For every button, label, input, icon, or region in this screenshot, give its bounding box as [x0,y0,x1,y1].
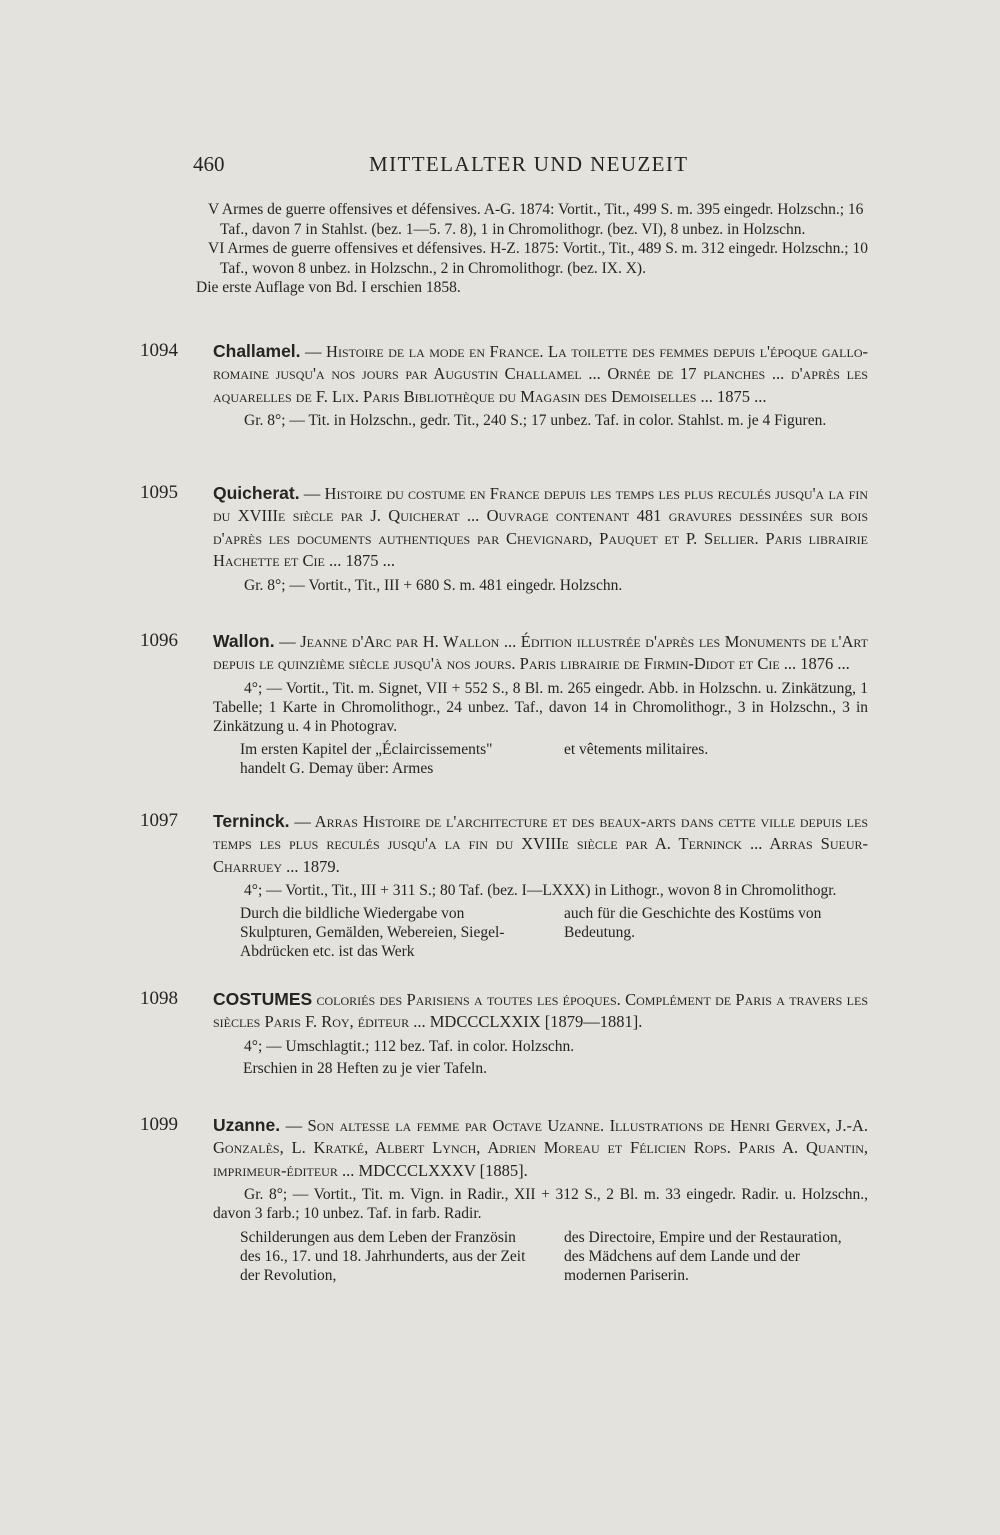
entry-description [213,411,868,430]
note-column-right: et vêtements militaires. [564,741,709,759]
entry-description [213,1185,868,1223]
note-column-right: des Directoire, Empire und der Restauration, des Mädchens auf dem Lande und der modernen Pariserin. [564,1228,842,1284]
entry-author: Terninck. [213,811,290,831]
entry-number: 1096 [140,630,178,651]
entry-description-text: 4°; — Vortit., Tit., III + 311 S.; 80 Taf. (bez. I—LXXX) in Lithogr., wovon 8 in Chromolithogr. [244,882,837,900]
entry-title [213,340,868,408]
entry-description-text: 4°; — Vortit., Tit. m. Signet, VII + 552 S., 8 Bl. m. 265 eingedr. Abb. in Holzschn. u. Zinkätzung, 1 Tabelle; 1 Karte in Chromolithogr., 24 unbez. Taf., davon 14 in Chromolithogr., 3 in Holzschn., 3 in Zinkätzung u. 4 in Photograv. [213,679,868,736]
entry-number: 1097 [140,810,178,831]
entry-1097 [140,810,868,961]
entry-author: COSTUMES [213,989,313,1009]
entry-author: Uzanne. [213,1115,281,1135]
entry-title [213,630,868,676]
entry-title [213,810,868,878]
entry-1094 [140,340,868,430]
entry-description-text: 4°; — Umschlagtit.; 112 bez. Taf. in color. Holzschn. [244,1037,575,1055]
entry-1096 [140,630,868,778]
volume-vi-line: VI Armes de guerre offensives et défensives. H-Z. 1875: Vortit., Tit., 489 S. m. 312 eingedr. Holzschn.; 10 Taf., wovon 8 unbez. in Holzschn., 2 in Chromolithogr. (bez. IX. X). [208,240,868,277]
first-edition-note: Die erste Auflage von Bd. I erschien 1858. [196,279,461,297]
entry-notes [240,1228,868,1285]
entry-notes [240,740,868,778]
note-column-left: Schilderungen aus dem Leben der Französin des 16., 17. und 18. Jahrhunderts, aus der Zeit der Revolution, [240,1228,526,1284]
entry-1098 [140,988,868,1078]
entry-description [213,1037,868,1056]
entry-number: 1094 [140,340,178,361]
entry-author: Wallon. [213,631,275,651]
entry-number: 1095 [140,482,178,503]
entry-description-text: Gr. 8°; — Tit. in Holzschn., gedr. Tit., 240 S.; 17 unbez. Taf. in color. Stahlst. m. je 4 Figuren. [244,412,827,430]
entry-description [213,679,868,737]
entry-title-text: — Histoire de la mode en France. La toilette des femmes depuis l'époque gallo-romaine jusqu'a nos jours par Augustin Challamel ... Ornée de 17 planches ... d'après les aquarelles de F. Lix. Paris Bibliothèque du Magasin des Demoiselles ... 1875 ... [213,342,869,406]
entry-number: 1099 [140,1114,178,1135]
entry-note: Erschien in 28 Heften zu je vier Tafeln. [243,1060,487,1078]
running-head [193,152,873,182]
entry-title-text: — Arras Histoire de l'architecture et des beaux-arts dans cette ville depuis les temps les plus reculés jusqu'a la fin du XVIIIe siècle par A. Terninck ... Arras Sueur-Charruey ... 1879. [213,812,869,876]
entry-description-text: Gr. 8°; — Vortit., Tit., III + 680 S. m. 481 eingedr. Holzschn. [244,576,623,594]
entry-title [213,988,868,1034]
entry-author: Challamel. [213,341,301,361]
entry-title-text: — Son altesse la femme par Octave Uzanne. Illustrations de Henri Gervex, J.-A. Gonzalès, L. Kratké, Albert Lynch, Adrien Moreau et Félicien Rops. Paris A. Quantin, imprimeur-éditeur ... MDCCCLXXXV [1885]. [213,1116,868,1180]
entry-1095 [140,482,868,595]
entry-title [213,482,868,573]
entry-author: Quicherat. [213,483,300,503]
volume-v-line: V Armes de guerre offensives et défensives. A-G. 1874: Vortit., Tit., 499 S. m. 395 eingedr. Holzschn.; 16 Taf., davon 7 in Stahlst. (bez. 1—5. 7. 8), 1 in Chromolithogr. (bez. VI), 8 unbez. in Holzschn. [208,201,864,238]
entry-notes [240,904,868,961]
running-title: MITTELALTER UND NEUZEIT [369,152,689,176]
note-column-right: auch für die Geschichte des Kostüms von Bedeutung. [564,905,822,942]
entry-title-text: — Jeanne d'Arc par H. Wallon ... Édition illustrée d'après les Monuments de l'Art depuis le quinzième siècle jusqu'à nos jours. Paris librairie de Firmin-Didot et Cie ... 1876 ... [213,632,868,674]
entry-title-text: — Histoire du costume en France depuis les temps les plus reculés jusqu'a la fin du XVIIIe siècle par J. Quicherat ... Ouvrage contenant 481 gravures dessinées sur bois d'après les documents authentiques par Chevignard, Pauquet et P. Sellier. Paris librairie Hachette et Cie ... 1875 ... [213,484,869,571]
entry-description [213,576,868,595]
page-number: 460 [193,152,225,176]
entry-description-text: Gr. 8°; — Vortit., Tit. m. Vign. in Radir., XII + 312 S., 2 Bl. m. 33 eingedr. Radir. u. Holzschn., davon 3 farb.; 10 unbez. Taf. in farb. Radir. [213,1186,868,1223]
entry-1099 [140,1114,868,1285]
continuation-block [196,200,868,298]
entry-number: 1098 [140,988,178,1009]
entry-title-text: coloriés des Parisiens a toutes les époques. Complément de Paris a travers les siècles Paris F. Roy, éditeur ... MDCCCLXXIX [1879—1881]. [213,990,868,1032]
note-column-left: Im ersten Kapitel der „Éclaircissements" handelt G. Demay über: Armes [240,741,493,778]
entry-title [213,1114,868,1182]
note-column-left: Durch die bildliche Wiedergabe von Skulpturen, Gemälden, Webereien, Siegel-Abdrücken etc. ist das Werk [240,905,505,961]
entry-description [213,881,868,900]
